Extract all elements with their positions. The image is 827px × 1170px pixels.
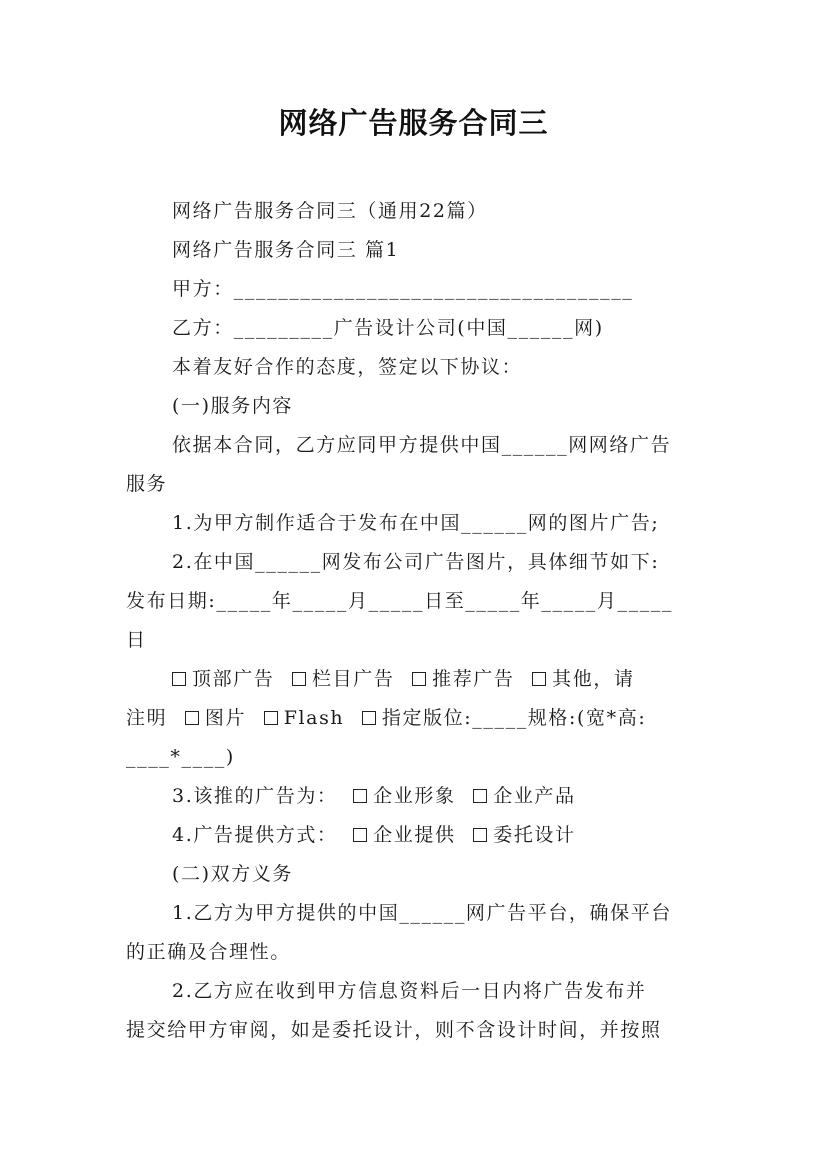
option-label: 图片	[204, 707, 247, 729]
paragraph: ____*____)	[126, 746, 235, 768]
paragraph: 1.为甲方制作适合于发布在中国______网的图片广告;	[172, 512, 660, 534]
party-b-line: 乙方：_________广告设计公司(中国______网)	[172, 317, 604, 339]
checkbox[interactable]	[532, 672, 546, 686]
checkbox[interactable]	[172, 672, 186, 686]
paragraph: 2.在中国______网发布公司广告图片，具体细节如下:	[172, 551, 660, 573]
party-a-line: 甲方：____________________________________	[172, 278, 634, 300]
checkbox[interactable]	[292, 672, 306, 686]
paragraph: 网络广告服务合同三 篇1	[172, 239, 400, 261]
option-label: Flash	[283, 707, 345, 729]
section-heading: (一)服务内容	[172, 395, 294, 417]
option-label: 4.广告提供方式：	[172, 824, 338, 846]
ad-supply-options	[172, 823, 762, 847]
publish-date-line: 发布日期:_____年_____月_____日至_____年_____月_____	[126, 590, 674, 612]
option-label: 企业形象	[373, 785, 456, 807]
paragraph: 服务	[126, 473, 168, 495]
checkbox[interactable]	[185, 711, 199, 725]
checkbox[interactable]	[362, 711, 376, 725]
option-label: 其他，请	[552, 668, 635, 690]
ad-format-options	[126, 706, 716, 730]
paragraph: 提交给甲方审阅，如是委托设计，则不含设计时间，并按照	[126, 1019, 662, 1041]
paragraph: 本着友好合作的态度，签定以下协议：	[172, 356, 523, 378]
option-label: 3.该推的广告为：	[172, 785, 338, 807]
option-label: 企业产品	[493, 785, 576, 807]
checkbox[interactable]	[353, 828, 367, 842]
option-label: 注明	[126, 707, 168, 729]
option-label: 栏目广告	[312, 668, 395, 690]
option-label: 顶部广告	[192, 668, 275, 690]
checkbox[interactable]	[473, 789, 487, 803]
option-label: 企业提供	[373, 824, 456, 846]
section-heading: (二)双方义务	[172, 863, 294, 885]
checkbox[interactable]	[473, 828, 487, 842]
paragraph: 2.乙方应在收到甲方信息资料后一日内将广告发布并	[172, 980, 647, 1002]
document-title: 网络广告服务合同三	[278, 106, 549, 140]
checkbox[interactable]	[412, 672, 426, 686]
option-label: 指定版位:_____规格:(宽*高:	[381, 707, 647, 729]
paragraph: 的正确及合理性。	[126, 941, 291, 963]
option-label: 委托设计	[493, 824, 576, 846]
ad-position-options	[172, 667, 762, 691]
paragraph: 网络广告服务合同三（通用22篇）	[172, 200, 488, 222]
option-label: 推荐广告	[432, 668, 515, 690]
ad-type-options	[172, 784, 762, 808]
checkbox[interactable]	[353, 789, 367, 803]
checkbox[interactable]	[264, 711, 278, 725]
paragraph: 1.乙方为甲方提供的中国______网广告平台，确保平台	[172, 902, 672, 924]
paragraph: 日	[126, 629, 147, 651]
paragraph: 依据本合同，乙方应同甲方提供中国______网网络广告	[172, 434, 672, 456]
